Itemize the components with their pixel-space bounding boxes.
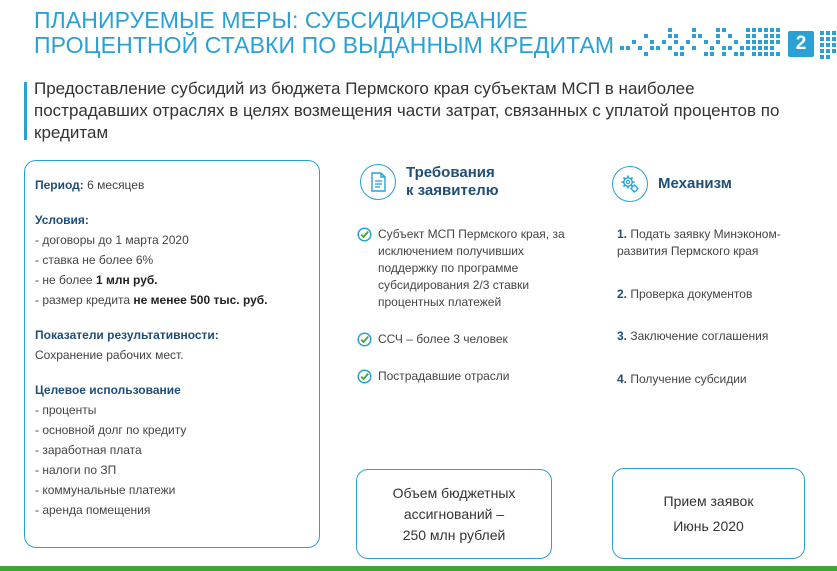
- requirement-item: [357, 368, 577, 385]
- step-number: 2.: [617, 287, 628, 301]
- period-value: 6 месяцев: [83, 178, 145, 192]
- condition-item: - ставка не более 6%: [35, 253, 154, 267]
- slide-title-line1: ПЛАНИРУЕМЫЕ МЕРЫ: СУБСИДИРОВАНИЕ: [34, 7, 528, 33]
- requirement-text: Пострадавшие отрасли: [378, 369, 510, 383]
- condition-item: - договоры до 1 марта 2020: [35, 233, 189, 247]
- budget-line: Объем бюджетных: [392, 484, 516, 501]
- intake-date: Июнь 2020: [673, 517, 744, 534]
- step-number: 1.: [617, 227, 628, 241]
- check-circle-icon: [357, 332, 372, 347]
- requirements-heading-line2: к заявителю: [406, 182, 499, 199]
- document-icon: [360, 164, 396, 200]
- mechanism-step: [617, 371, 817, 388]
- decorative-dot-pattern-right: [820, 31, 837, 61]
- requirements-header: [360, 164, 499, 200]
- requirements-heading: [406, 164, 499, 200]
- slide-title: [34, 8, 634, 58]
- period-line: [35, 175, 309, 195]
- requirement-item: [357, 226, 577, 311]
- indicators-value: Сохранение рабочих мест.: [35, 348, 184, 362]
- condition-item: [35, 270, 309, 290]
- subtitle-accent-bar: [24, 82, 27, 140]
- slide-subtitle: Предоставление субсидий из бюджета Пермского края субъектам МСП в наиболее пострадавших отраслях в целях возмещения части затрат, связанных с уплатой процентов по кредитам: [34, 79, 780, 142]
- conditions-heading: Условия:: [35, 213, 89, 227]
- footer-bar: [0, 566, 837, 571]
- requirements-list: [357, 226, 577, 385]
- intake-label: Прием заявок: [663, 492, 754, 509]
- condition-prefix: - не более: [35, 273, 96, 287]
- step-text: Подать заявку Минэконом-развития Пермского края: [617, 227, 781, 258]
- condition-item: [35, 290, 309, 310]
- application-intake-box: [612, 468, 805, 559]
- slide-title-line2: ПРОЦЕНТНОЙ СТАВКИ ПО ВЫДАННЫМ КРЕДИТАМ: [34, 32, 615, 58]
- mechanism-steps: [617, 226, 817, 388]
- budget-box: [356, 469, 552, 559]
- target-use-heading: Целевое использование: [35, 383, 181, 397]
- step-number: 4.: [617, 372, 628, 386]
- budget-line: ассигнований –: [403, 505, 505, 522]
- step-text: Получение субсидии: [627, 372, 747, 386]
- step-text: Проверка документов: [627, 287, 753, 301]
- requirement-item: [357, 331, 577, 348]
- condition-bold-value: 1 млн руб.: [95, 273, 158, 287]
- target-use-item: - налоги по ЗП: [35, 463, 117, 477]
- requirement-text: ССЧ – более 3 человек: [378, 332, 508, 346]
- mechanism-step: [617, 286, 817, 303]
- target-use-item: - проценты: [35, 403, 97, 417]
- gears-icon: [612, 166, 648, 202]
- target-use-item: - заработная плата: [35, 443, 142, 457]
- requirement-text: Субъект МСП Пермского края, за исключением получивших поддержку по программе субсидирования 2/3 ставки процентных платежей: [378, 227, 565, 309]
- indicators-heading: Показатели результативности:: [35, 328, 219, 342]
- check-circle-icon: [357, 369, 372, 384]
- mechanism-heading: Механизм: [658, 175, 732, 192]
- step-number: 3.: [617, 329, 628, 343]
- page-number-badge: 2: [788, 31, 814, 57]
- check-circle-icon: [357, 227, 372, 242]
- requirements-heading-line1: Требования: [406, 164, 495, 181]
- mechanism-header: [612, 166, 732, 202]
- target-use-item: - основной долг по кредиту: [35, 423, 187, 437]
- condition-prefix: - размер кредита: [35, 293, 134, 307]
- target-use-item: - коммунальные платежи: [35, 483, 176, 497]
- mechanism-step: [617, 226, 817, 260]
- conditions-panel: [24, 160, 320, 548]
- step-text: Заключение соглашения: [627, 329, 769, 343]
- target-use-item: - аренда помещения: [35, 503, 151, 517]
- condition-bold-value: не менее 500 тыс. руб.: [133, 293, 268, 307]
- budget-line: 250 млн рублей: [402, 526, 506, 543]
- mechanism-step: [617, 328, 817, 345]
- period-label: Период:: [35, 178, 84, 192]
- decorative-dot-pattern: [620, 22, 784, 60]
